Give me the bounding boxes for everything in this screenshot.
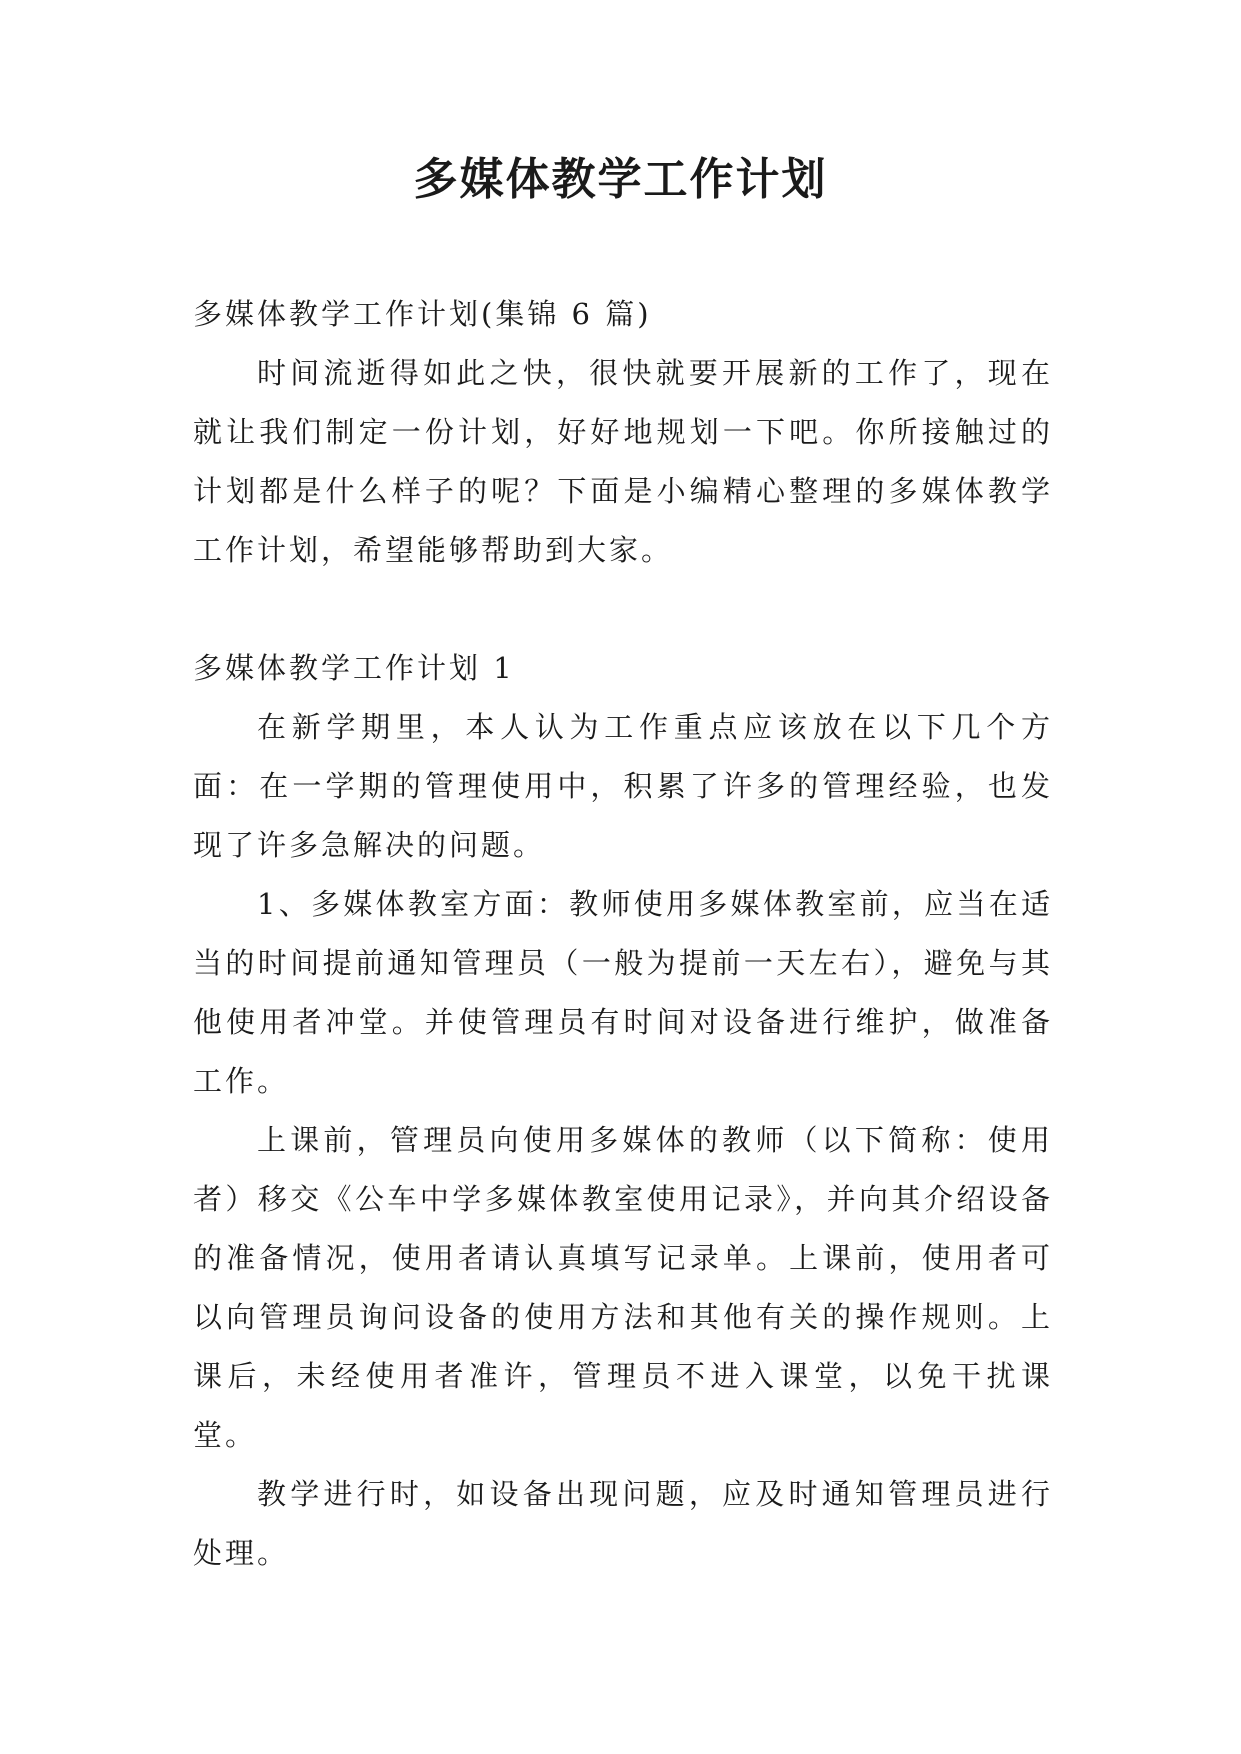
document-body [193,285,1053,1583]
body-paragraph: 1、多媒体教室方面：教师使用多媒体教室前，应当在适当的时间提前通知管理员（一般为提前一天左右），避免与其他使用者冲堂。并使管理员有时间对设备进行维护，做准备工作。 [193,887,1053,1098]
document-subtitle: 多媒体教学工作计划(集锦 6 篇) [193,297,652,331]
body-paragraph: 在新学期里，本人认为工作重点应该放在以下几个方面：在一学期的管理使用中，积累了许多的管理经验，也发现了许多急解决的问题。 [193,710,1053,862]
body-paragraph: 上课前，管理员向使用多媒体的教师（以下简称：使用者）移交《公车中学多媒体教室使用记录》，并向其介绍设备的准备情况，使用者请认真填写记录单。上课前，使用者可以向管理员询问设备的使用方法和其他有关的操作规则。上课后，未经使用者准许，管理员不进入课堂，以免干扰课堂。 [193,1123,1053,1452]
section-heading: 多媒体教学工作计划 1 [193,651,515,685]
intro-paragraph: 时间流逝得如此之快，很快就要开展新的工作了，现在就让我们制定一份计划，好好地规划一下吧。你所接触过的计划都是什么样子的呢？下面是小编精心整理的多媒体教学工作计划，希望能够帮助到大家。 [193,356,1053,567]
section-spacer [193,580,1053,639]
body-paragraph: 教学进行时，如设备出现问题，应及时通知管理员进行处理。 [193,1477,1053,1570]
page-title: 多媒体教学工作计划 [413,154,828,205]
